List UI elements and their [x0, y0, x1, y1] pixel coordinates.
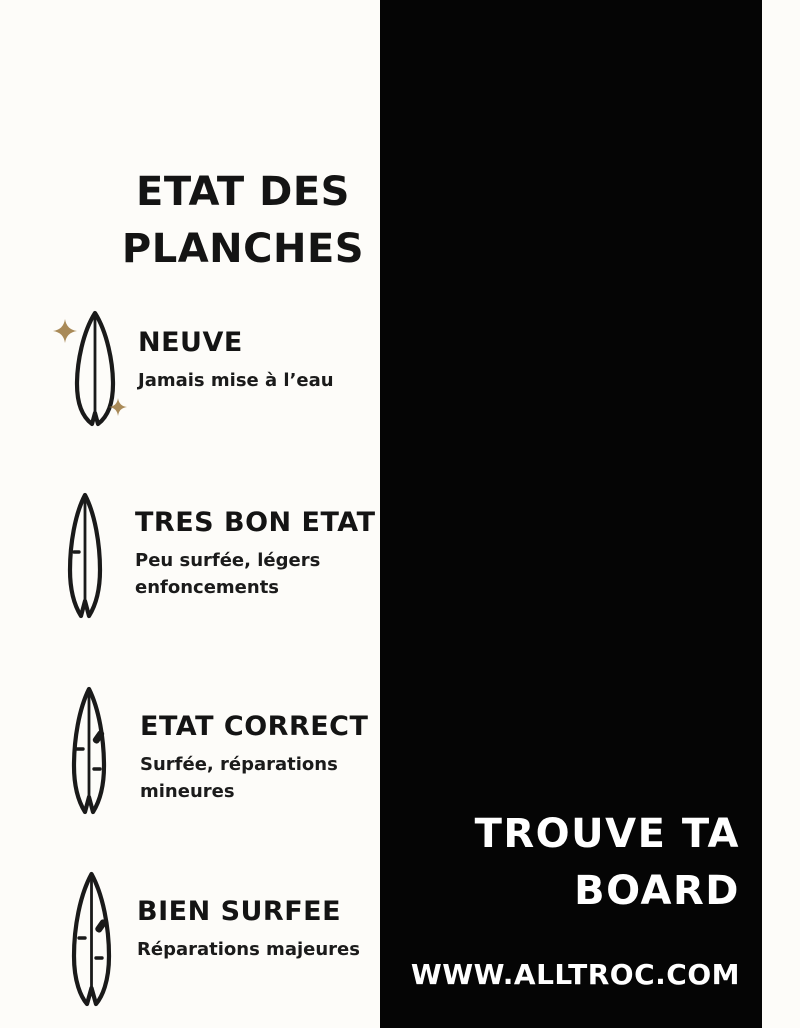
condition-item-tres-bon-etat	[66, 492, 386, 622]
condition-label: BIEN SURFEE	[137, 896, 342, 927]
headline-line-1: TROUVE TA	[474, 811, 740, 857]
surfboard-heavy-wear-icon	[70, 871, 113, 1010]
condition-label: ETAT CORRECT	[140, 711, 369, 742]
page-title-line-1: ETAT DES	[136, 169, 350, 215]
condition-item-etat-correct	[70, 686, 390, 818]
condition-description: Peu surfée, légers enfoncements	[135, 550, 321, 598]
black-panel	[380, 0, 762, 1028]
surfboard-moderate-wear-icon	[70, 686, 108, 817]
page-title	[112, 164, 374, 278]
surfboard-light-wear-icon	[66, 492, 104, 621]
condition-label: NEUVE	[138, 327, 243, 358]
surfboard-new-sparkles-icon	[52, 306, 130, 432]
condition-description: Jamais mise à l’eau	[138, 370, 334, 391]
condition-label: TRES BON ETAT	[135, 507, 376, 538]
headline	[410, 806, 740, 920]
sparkle-icon	[53, 319, 77, 343]
page-title-line-2: PLANCHES	[121, 226, 365, 272]
condition-description: Réparations majeures	[137, 939, 360, 960]
condition-description: Surfée, réparations mineures	[140, 754, 338, 802]
condition-item-neuve	[52, 306, 382, 436]
condition-item-bien-surfee	[70, 871, 390, 1011]
headline-line-2: BOARD	[574, 868, 740, 914]
website-link[interactable]: WWW.ALLTROC.COM	[410, 958, 740, 991]
